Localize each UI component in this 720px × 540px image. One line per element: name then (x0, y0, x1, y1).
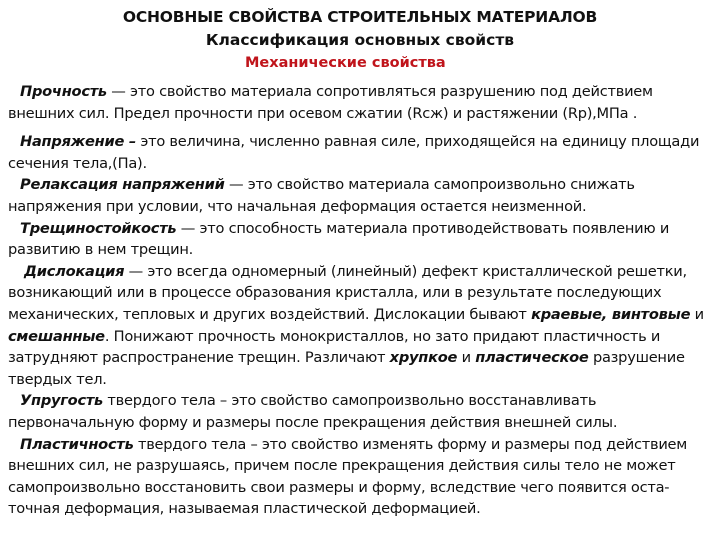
term-stress: Напряжение – (20, 133, 136, 151)
term-relaxation: Релаксация напряжений (20, 176, 225, 194)
definition-stress: это величина, численно равная силе, приходящейся на единицу площади сечения тела,(Па). (8, 133, 700, 172)
term-edge-screw: краевые, винтовые (531, 305, 691, 323)
conjunction-and-2: и (457, 349, 476, 367)
conjunction-and-1: и (690, 305, 704, 323)
definition-elasticity: твердого тела – это свойство самопроизвольно восстанавливать первоначальную форму и размеры после прекращения действия внешней силы. (8, 392, 618, 431)
content-body (8, 81, 712, 520)
term-elasticity: Упругость (20, 392, 104, 410)
paragraph-stress (8, 131, 712, 174)
term-plasticity: Пластичность (20, 435, 134, 453)
term-crack-resistance: Трещиностойкость (20, 219, 177, 237)
definition-crack-resistance: — это способность материала противодействовать появлению и развитию в нем трещин. (8, 219, 670, 259)
section-heading: Механические свойства (245, 55, 446, 71)
paragraph-crack-resistance (8, 218, 712, 261)
definition-dislocation-part3: разрушение твердых тел. (8, 349, 685, 388)
term-brittle: хрупкое (389, 349, 458, 367)
paragraph-dislocation (8, 261, 712, 391)
definition-plasticity: твердого тела – это свойство изменять форму и размеры под действием внешних сил, не разрушаясь, причем после прекращения действия силы тело не может самопроизвольно восстановить свои размеры и форму, вследствие чего появится оста-точная деформация, называемая пластической деформацией. (8, 435, 688, 518)
definition-dislocation-part1: — это всегда одномерный (линейный) дефект кристаллической решетки, возникающий или в процессе образования кристалла, или в результате последующих механических, тепловых и других воздействий. Дислокации бывают (8, 262, 687, 323)
term-mixed: смешанные (8, 327, 105, 345)
definition-dislocation-part2: . Понижают прочность монокристаллов, но зато придают пластичность и затрудняют распространение трещин. Различают (8, 327, 661, 367)
term-strength: Прочность (20, 83, 107, 100)
definition-strength: — это свойство материала сопротивляться разрушению под действием внешних сил. Предел прочности при осевом сжатии (Rсж) и растяжении (Rр),МПа . (8, 83, 653, 122)
definition-relaxation: — это свойство материала самопроизвольно снижать напряжения при условии, что начальная деформация остается неизменной. (8, 176, 635, 215)
page-subtitle: Классификация основных свойств (205, 31, 515, 49)
term-plastic: пластическое (475, 349, 589, 367)
paragraph-strength (8, 81, 712, 124)
term-dislocation: Дислокация (24, 262, 125, 280)
paragraph-relaxation (8, 174, 712, 217)
paragraph-plasticity (8, 434, 712, 520)
page-title: ОСНОВНЫЕ СВОЙСТВА СТРОИТЕЛЬНЫХ МАТЕРИАЛОВ (122, 8, 598, 26)
paragraph-elasticity (8, 390, 712, 433)
